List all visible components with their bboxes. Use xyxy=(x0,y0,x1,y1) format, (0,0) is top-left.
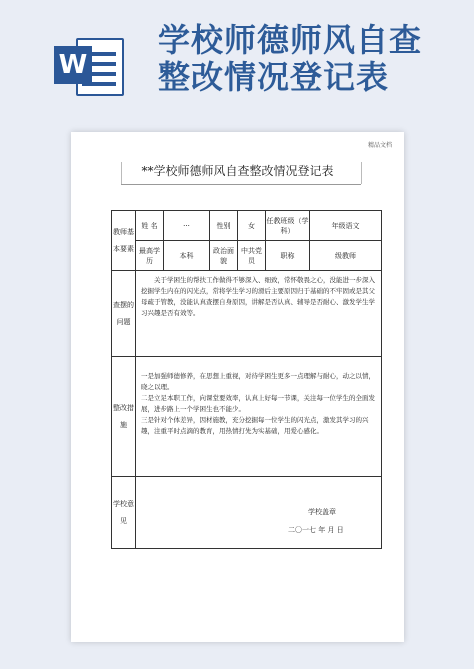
problems-text xyxy=(136,271,382,357)
title-label: 职称 xyxy=(266,241,310,271)
word-document-icon xyxy=(54,34,126,98)
subject-value: 年级语文 xyxy=(310,211,382,241)
banner-title-line1: 学校师德师风自查 xyxy=(158,21,423,59)
name-value: ··· xyxy=(164,211,210,241)
school-opinion-cell xyxy=(136,477,382,549)
politics-value: 中共党员 xyxy=(238,241,266,271)
title-underline xyxy=(121,184,361,185)
registration-form xyxy=(111,210,382,549)
school-opinion-label: 学校意见 xyxy=(112,477,136,549)
problems-label: 查摆的问题 xyxy=(112,271,136,357)
document-page xyxy=(71,132,404,642)
signature-date: 二〇一七 年 月 日 xyxy=(288,526,344,534)
word-logo-badge: W xyxy=(54,46,92,84)
subject-label: 任教班级（学科） xyxy=(266,211,310,241)
problems-paragraph: 关于学困生的帮扶工作做得不够深入、细致，常怀敬畏之心，没能进一步深入挖掘学生内在的闪光点，常将学生学习的滑后主要原因归于基础的不牢固或是其父母疏于管教，没能认真查摆自身原因，讲解是否认真、辅导是否耐心、激发学生学习兴趣是否有效等。 xyxy=(141,276,375,317)
banner-title-line2: 整改情况登记表 xyxy=(158,58,390,96)
measures-text xyxy=(136,357,382,477)
measures-label: 整改措施 xyxy=(112,357,136,477)
name-label: 姓 名 xyxy=(136,211,164,241)
gender-label: 性别 xyxy=(210,211,238,241)
politics-label: 政治面貌 xyxy=(210,241,238,271)
doc-tag: 精品文档 xyxy=(367,142,392,149)
banner xyxy=(0,0,474,118)
school-stamp: 学校盖章 xyxy=(308,508,336,516)
doc-title: **学校师德师风自查整改情况登记表 xyxy=(141,164,334,178)
banner-title xyxy=(158,22,458,96)
education-label: 最高学历 xyxy=(136,241,164,271)
basic-info-label: 教师基本要素 xyxy=(112,211,136,271)
title-value: 级教师 xyxy=(310,241,382,271)
gender-value: 女 xyxy=(238,211,266,241)
measure-item: 二是立足本职工作，向课堂要效率，认真上好每一节课，关注每一位学生的全面发展，进步路上一个学困生也不能少。 xyxy=(141,394,375,413)
measure-item: 一是加强师德修养，在思想上重视，对待学困生更多一点理解与耐心，动之以情，晓之以理。 xyxy=(141,372,375,391)
education-value: 本科 xyxy=(164,241,210,271)
measure-item: 三是针对个体差异，因材施教，充分挖掘每一位学生的闪光点，激发其学习的兴趣，注重平时点滴的教育，用热情打先为实基础，用爱心感化。 xyxy=(141,416,369,435)
